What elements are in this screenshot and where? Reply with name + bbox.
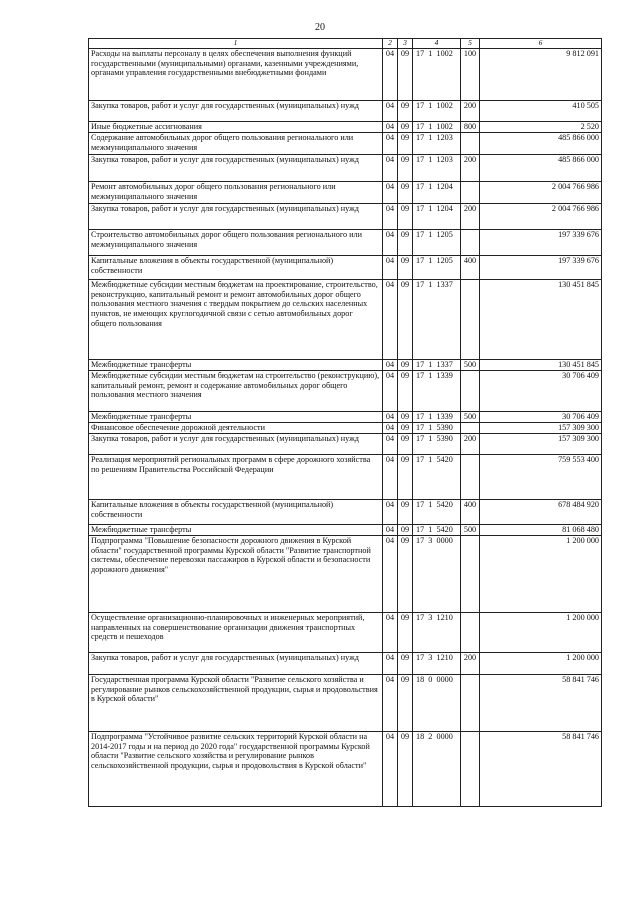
row-amount: 9 812 091 [480,48,602,100]
header-name: 1 [89,39,383,49]
row-section: 04 [383,100,398,121]
row-name: Расходы на выплаты персоналу в целях обеспечения выполнения функций государственными (муниципальными) органами, казенными учреждениями, органами управления государственными внебюджетными фондами [89,48,383,100]
header-subsection: 3 [398,39,413,49]
table-row [89,535,602,612]
row-name: Строительство автомобильных дорог общего пользования регионального или межмуниципального значения [89,229,383,255]
row-section: 04 [383,359,398,370]
row-subsection: 09 [398,48,413,100]
row-target-article: 17 1 1339 [413,370,461,411]
budget-table [88,38,602,807]
row-target-article: 17 1 1002 [413,100,461,121]
row-amount: 30 706 409 [480,370,602,411]
row-amount: 678 484 920 [480,499,602,524]
row-target-article: 17 1 1002 [413,48,461,100]
table-row [89,731,602,806]
table-row [89,359,602,370]
row-section: 04 [383,422,398,433]
row-target-article: 17 1 5420 [413,499,461,524]
row-name: Закупка товаров, работ и услуг для государственных (муниципальных) нужд [89,154,383,181]
row-amount: 1 200 000 [480,612,602,652]
table-row [89,370,602,411]
row-name: Государственная программа Курской области "Развитие сельского хозяйства и регулирование рынков сельскохозяйственной продукции, сырья и продовольствия в Курской области" [89,674,383,731]
row-expense-type: 800 [461,121,480,132]
row-amount: 2 004 766 986 [480,181,602,203]
row-section: 04 [383,255,398,279]
header-target-article: 4 [413,39,461,49]
row-expense-type [461,229,480,255]
row-subsection: 09 [398,181,413,203]
row-expense-type [461,535,480,612]
row-target-article: 17 1 1339 [413,411,461,422]
row-expense-type: 200 [461,154,480,181]
row-subsection: 09 [398,652,413,674]
row-subsection: 09 [398,535,413,612]
row-amount: 30 706 409 [480,411,602,422]
row-amount: 197 339 676 [480,255,602,279]
table-row [89,499,602,524]
row-amount: 759 553 400 [480,454,602,499]
row-amount: 1 200 000 [480,652,602,674]
row-target-article: 17 1 1203 [413,132,461,154]
row-amount: 197 339 676 [480,229,602,255]
row-subsection: 09 [398,411,413,422]
row-section: 04 [383,279,398,359]
header-amount: 6 [480,39,602,49]
header-section: 2 [383,39,398,49]
row-expense-type: 400 [461,499,480,524]
table-row [89,181,602,203]
row-expense-type [461,731,480,806]
row-subsection: 09 [398,612,413,652]
row-name: Содержание автомобильных дорог общего пользования регионального или межмуниципального значения [89,132,383,154]
row-name: Закупка товаров, работ и услуг для государственных (муниципальных) нужд [89,100,383,121]
row-amount: 157 309 300 [480,433,602,454]
row-target-article: 17 1 1204 [413,181,461,203]
row-expense-type [461,181,480,203]
table-row [89,454,602,499]
row-name: Подпрограмма "Устойчивое развитие сельских территорий Курской области на 2014-2017 годы и на период до 2020 года" государственной программы Курской области "Развитие сельского хозяйства и регулирование рынков сельскохозяйственной продукции, сырья и продовольствия в Курской области" [89,731,383,806]
row-section: 04 [383,652,398,674]
table-row [89,154,602,181]
row-amount: 410 505 [480,100,602,121]
row-subsection: 09 [398,121,413,132]
row-subsection: 09 [398,255,413,279]
row-section: 04 [383,203,398,229]
row-expense-type [461,674,480,731]
row-section: 04 [383,731,398,806]
row-expense-type: 500 [461,524,480,535]
row-target-article: 17 1 1203 [413,154,461,181]
row-section: 04 [383,132,398,154]
row-section: 04 [383,370,398,411]
row-section: 04 [383,411,398,422]
row-target-article: 17 1 5390 [413,422,461,433]
table-row [89,203,602,229]
row-amount: 1 200 000 [480,535,602,612]
row-target-article: 17 1 1337 [413,279,461,359]
row-subsection: 09 [398,132,413,154]
row-section: 04 [383,154,398,181]
row-expense-type: 200 [461,652,480,674]
row-section: 04 [383,433,398,454]
row-name: Закупка товаров, работ и услуг для государственных (муниципальных) нужд [89,203,383,229]
row-target-article: 17 1 5420 [413,524,461,535]
row-name: Финансовое обеспечение дорожной деятельности [89,422,383,433]
header-expense-type: 5 [461,39,480,49]
table-row [89,48,602,100]
row-expense-type: 200 [461,100,480,121]
table-row [89,229,602,255]
row-name: Межбюджетные трансферты [89,524,383,535]
row-name: Межбюджетные трансферты [89,359,383,370]
table-row [89,612,602,652]
row-section: 04 [383,499,398,524]
row-target-article: 17 1 1204 [413,203,461,229]
row-section: 04 [383,48,398,100]
table-row [89,121,602,132]
row-subsection: 09 [398,524,413,535]
row-subsection: 09 [398,154,413,181]
table-row [89,132,602,154]
row-expense-type [461,370,480,411]
row-expense-type [461,132,480,154]
row-section: 04 [383,229,398,255]
row-subsection: 09 [398,359,413,370]
row-expense-type: 400 [461,255,480,279]
row-name: Капитальные вложения в объекты государственной (муниципальной) собственности [89,499,383,524]
row-target-article: 17 3 1210 [413,612,461,652]
row-expense-type [461,422,480,433]
row-target-article: 18 0 0000 [413,674,461,731]
row-name: Осуществление организационно-планировочных и инженерных мероприятий, направленных на совершенствование организации движения транспортных средств и пешеходов [89,612,383,652]
row-subsection: 09 [398,229,413,255]
row-amount: 2 004 766 986 [480,203,602,229]
row-name: Капитальные вложения в объекты государственной (муниципальной) собственности [89,255,383,279]
row-subsection: 09 [398,433,413,454]
row-amount: 130 451 845 [480,359,602,370]
row-section: 04 [383,612,398,652]
row-subsection: 09 [398,279,413,359]
row-name: Межбюджетные трансферты [89,411,383,422]
row-amount: 58 841 746 [480,731,602,806]
table-row [89,255,602,279]
row-target-article: 17 1 5420 [413,454,461,499]
row-amount: 485 866 000 [480,132,602,154]
row-subsection: 09 [398,499,413,524]
row-name: Подпрограмма "Повышение безопасности дорожного движения в Курской области" государственной программы Курской области "Развитие транспортной системы, обеспечение перевозки пассажиров в Курской области и безопасности дорожного движения" [89,535,383,612]
row-name: Иные бюджетные ассигнования [89,121,383,132]
table-row [89,422,602,433]
row-amount: 58 841 746 [480,674,602,731]
row-subsection: 09 [398,674,413,731]
row-target-article: 17 1 1002 [413,121,461,132]
table-row [89,411,602,422]
row-name: Межбюджетные субсидии местным бюджетам на проектирование, строительство, реконструкцию, капитальный ремонт и ремонт автомобильных дорог общего пользования местного значения с твердым покрытием до сельских населенных пунктов, не имеющих круглогодичной связи с сетью автомобильных дорог общего пользования [89,279,383,359]
row-subsection: 09 [398,454,413,499]
row-section: 04 [383,524,398,535]
row-target-article: 17 1 1205 [413,229,461,255]
row-amount: 130 451 845 [480,279,602,359]
table-row [89,279,602,359]
row-subsection: 09 [398,203,413,229]
row-target-article: 17 1 1337 [413,359,461,370]
table-row [89,100,602,121]
row-section: 04 [383,674,398,731]
row-expense-type: 500 [461,359,480,370]
row-section: 04 [383,181,398,203]
row-name: Реализация мероприятий региональных программ в сфере дорожного хозяйства по решениям Правительства Российской Федерации [89,454,383,499]
row-subsection: 09 [398,422,413,433]
table-row [89,524,602,535]
table-body [89,48,602,806]
page-number: 20 [315,22,325,33]
row-name: Ремонт автомобильных дорог общего пользования регионального или межмуниципального значения [89,181,383,203]
row-expense-type: 100 [461,48,480,100]
row-expense-type [461,279,480,359]
row-section: 04 [383,121,398,132]
row-expense-type: 500 [461,411,480,422]
row-name: Закупка товаров, работ и услуг для государственных (муниципальных) нужд [89,433,383,454]
table-row [89,433,602,454]
row-subsection: 09 [398,100,413,121]
row-amount: 2 520 [480,121,602,132]
row-subsection: 09 [398,731,413,806]
row-amount: 157 309 300 [480,422,602,433]
row-expense-type [461,612,480,652]
row-name: Закупка товаров, работ и услуг для государственных (муниципальных) нужд [89,652,383,674]
row-target-article: 17 1 5390 [413,433,461,454]
row-section: 04 [383,535,398,612]
row-target-article: 17 3 1210 [413,652,461,674]
row-expense-type: 200 [461,203,480,229]
row-expense-type: 200 [461,433,480,454]
row-target-article: 17 3 0000 [413,535,461,612]
row-amount: 485 866 000 [480,154,602,181]
table-row [89,652,602,674]
header-row [89,39,602,49]
row-amount: 81 068 480 [480,524,602,535]
row-expense-type [461,454,480,499]
row-target-article: 17 1 1205 [413,255,461,279]
table-row [89,674,602,731]
row-section: 04 [383,454,398,499]
row-name: Межбюджетные субсидии местным бюджетам на строительство (реконструкцию), капитальный ремонт, ремонт и содержание автомобильных дорог общего пользования местного значения [89,370,383,411]
row-subsection: 09 [398,370,413,411]
row-target-article: 18 2 0000 [413,731,461,806]
